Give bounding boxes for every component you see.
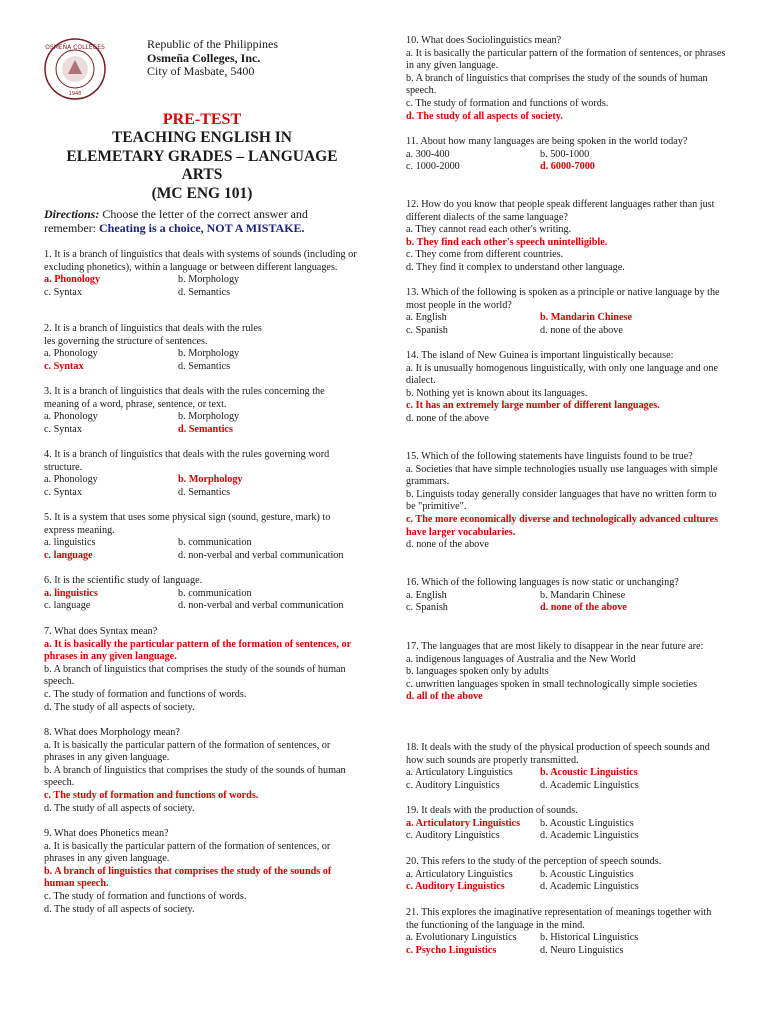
option-a: a. They cannot read each other's writing. [406,224,572,236]
option-c: c. Syntax [44,423,82,435]
question-16 [406,577,726,615]
option-a-answer: a. Phonology [44,274,101,286]
option-a-answer: a. linguistics [44,587,98,599]
option-a: a. Phonology [44,348,98,360]
question-10 [406,35,726,123]
title-line-2: ELEMETARY GRADES – LANGUAGE [66,147,338,165]
question-stem: 11. About how many languages are being spoken in the world today? [406,136,688,147]
option-a: a. 300-400 [406,148,450,160]
question-13 [406,287,726,337]
option-a: a. linguistics [44,537,96,549]
course-code: (MC ENG 101) [151,184,253,202]
option-c-answer: c. The more economically diverse and technologically advanced cultures have larger vocabularies. [406,513,719,538]
option-c: c. They come from different countries. [406,249,564,261]
question-stem: 3. It is a branch of linguistics that deals with the rules concerning the meaning of a word, phrase, sentence, or text. [44,386,325,410]
question-14 [406,350,726,426]
option-d: d. Semantics [178,486,231,498]
question-2 [44,323,360,373]
option-a: a. Articulatory Linguistics [406,767,513,779]
option-b: b. languages spoken only by adults [406,666,549,678]
option-d: d. none of the above [406,412,489,424]
option-d-answer: d. 6000-7000 [540,161,595,173]
option-a: a. Phonology [44,474,98,486]
question-1 [44,249,360,299]
option-c-answer: c. Psycho Linguistics [406,944,497,956]
option-a: a. Societies that have simple technologies usually use languages with simple grammars. [406,463,718,488]
option-b: b. Morphology [178,411,240,423]
question-20 [406,856,726,894]
option-b-answer: b. Morphology [178,474,243,486]
question-stem: 13. Which of the following is spoken as a principle or native language by the most people in the world? [406,287,720,311]
option-c: c. The study of formation and functions of words. [406,97,609,109]
question-stem: 8. What does Morphology mean? [44,727,180,738]
question-stem: 14. The island of New Guinea is important linguistically because: [406,350,674,361]
option-d: d. Academic Linguistics [540,830,639,842]
question-stem-cont: les governing the structure of sentences. [44,335,208,347]
question-stem: 17. The languages that are most likely to disappear in the near future are: [406,641,704,652]
question-12 [406,199,726,275]
question-15 [406,451,726,552]
option-a-answer: a. It is basically the particular pattern of the formation of sentences, or phrases in any given language. [44,638,351,663]
directions-label: Directions: [44,207,100,221]
option-c: c. Spanish [406,324,448,336]
option-b: b. Mandarin Chinese [540,589,626,601]
option-b: b. Nothing yet is known about its languages. [406,387,588,399]
option-c-answer: c. The study of formation and functions of words. [44,789,259,801]
option-b: b. Acoustic Linguistics [540,817,634,829]
question-stem: 12. How do you know that people speak different languages rather than just different dialects of the same language? [406,199,715,223]
option-c-answer: c. Syntax [44,360,84,372]
question-stem: 19. It deals with the production of sounds. [406,805,578,816]
option-b-answer: b. A branch of linguistics that comprises the study of the sounds of human speech. [44,865,332,890]
option-c: c. The study of formation and functions of words. [44,890,247,902]
option-d: d. Semantics [178,286,231,298]
option-d-answer: d. none of the above [540,602,627,614]
question-stem: 16. Which of the following languages is now static or unchanging? [406,577,679,588]
question-stem: 4. It is a branch of linguistics that deals with the rules governing word structure. [44,449,330,473]
option-a: a. It is basically the particular pattern of the formation of sentences, or phrases in any given language. [44,840,331,865]
pretest-label: PRE-TEST [162,111,242,128]
option-d: d. Academic Linguistics [540,881,639,893]
question-stem: 18. It deals with the study of the physical production of speech sounds and how such sounds are properly transmitted. [406,742,710,766]
question-stem: 5. It is a system that uses some physical sign (sound, gesture, mark) to express meaning. [44,512,331,536]
option-b: b. A branch of linguistics that comprises the study of the sounds of human speech. [44,764,346,789]
question-7 [44,626,360,714]
option-b-answer: b. Mandarin Chinese [540,312,632,324]
option-a: a. English [406,312,447,324]
svg-text:1948: 1948 [68,91,82,97]
question-stem: 21. This explores the imaginative representation of meanings together with the functioning of the language in the mind. [406,907,712,931]
question-11 [406,136,726,174]
option-c: c. Syntax [44,486,82,498]
option-b: b. Linguists today generally consider languages that have no written form to be "primitive". [406,488,717,513]
school-header [44,38,360,100]
option-d: d. Semantics [178,360,231,372]
question-stem: 9. What does Phonetics mean? [44,828,169,839]
option-a: a. Evolutionary Linguistics [406,932,517,944]
option-c: c. language [44,600,91,612]
option-d: d. The study of all aspects of society. [44,802,195,814]
title-line-1: TEACHING ENGLISH IN [111,129,292,146]
option-c-answer: c. Auditory Linguistics [406,881,505,893]
option-d: d. The study of all aspects of society. [44,903,195,915]
option-a: a. It is basically the particular pattern of the formation of sentences, or phrases in any given language. [44,739,331,764]
question-stem: 2. It is a branch of linguistics that deals with the rules [44,323,262,334]
option-d: d. non-verbal and verbal communication [178,600,344,612]
school-name: Osmeña Colleges, Inc. [147,50,261,65]
option-c: c. Syntax [44,286,82,298]
option-b: b. 500-1000 [540,148,590,160]
option-d: d. non-verbal and verbal communication [178,549,344,561]
option-c: c. The study of formation and functions of words. [44,688,247,700]
question-stem: 6. It is the scientific study of language. [44,575,203,586]
option-b: b. Acoustic Linguistics [540,868,634,880]
option-b: b. A branch of linguistics that comprises the study of the sounds of human speech. [44,663,346,688]
option-b: b. communication [178,587,252,599]
option-b-answer: b. Acoustic Linguistics [540,767,638,779]
option-d-answer: d. all of the above [406,691,483,703]
question-6 [44,575,360,613]
option-a: a. It is unusually homogenous linguistically, with only one language and one dialect. [406,362,718,387]
directions [44,207,360,235]
question-17 [406,641,726,704]
option-d: d. Neuro Linguistics [540,944,624,956]
option-b: b. A branch of linguistics that comprises the study of the sounds of human speech. [406,72,708,97]
question-9 [44,828,360,916]
option-c: c. unwritten languages spoken in small technologically simple societies [406,678,698,690]
option-a: a. Articulatory Linguistics [406,868,513,880]
option-c: c. 1000-2000 [406,161,460,173]
school-address: City of Masbate, 5400 [147,64,255,78]
option-b-answer: b. They find each other's speech unintelligible. [406,236,608,248]
option-d: d. none of the above [406,539,489,551]
cheating-warning: Cheating is a choice, NOT A MISTAKE. [98,221,305,235]
question-stem: 1. It is a branch of linguistics that deals with systems of sounds (including or excluding phonetics), within a language or between different languages. [44,249,357,273]
option-a: a. English [406,589,447,601]
option-b: b. communication [178,537,252,549]
option-a: a. indigenous languages of Australia and the New World [406,653,636,665]
question-4 [44,449,360,499]
option-d: d. They find it complex to understand other language. [406,261,625,273]
option-c: c. Spanish [406,602,448,614]
question-8 [44,727,360,815]
question-21 [406,907,726,957]
school-info [147,38,278,79]
option-c-answer: c. It has an extremely large number of different languages. [406,400,660,412]
title-line-3: ARTS [181,166,223,183]
option-c-answer: c. language [44,549,93,561]
option-b: b. Morphology [178,348,240,360]
question-18 [406,742,726,792]
option-d-answer: d. Semantics [178,423,233,435]
option-b: b. Morphology [178,274,240,286]
option-d: d. none of the above [540,324,623,336]
directions-text: Choose the letter of the correct answer and remember: [44,207,308,235]
question-5 [44,512,360,562]
svg-text:OSMEÑA COLLEGES: OSMEÑA COLLEGES [45,44,105,51]
option-d: d. Academic Linguistics [540,779,639,791]
option-b: b. Historical Linguistics [540,932,639,944]
question-stem: 10. What does Sociolinguistics mean? [406,35,562,46]
option-a: a. It is basically the particular pattern of the formation of sentences, or phrases in any given language. [406,47,726,72]
option-a-answer: a. Articulatory Linguistics [406,817,521,829]
republic-line: Republic of the Philippines [147,37,278,51]
school-seal-logo [44,38,106,100]
option-c: c. Auditory Linguistics [406,830,500,842]
option-d-answer: d. The study of all aspects of society. [406,110,563,122]
option-d: d. The study of all aspects of society. [44,701,195,713]
question-stem: 7. What does Syntax mean? [44,626,158,637]
option-c: c. Auditory Linguistics [406,779,500,791]
question-19 [406,805,726,843]
question-stem: 20. This refers to the study of the perception of speech sounds. [406,856,662,867]
option-a: a. Phonology [44,411,98,423]
question-3 [44,386,360,436]
test-title-block [44,110,360,203]
question-stem: 15. Which of the following statements have linguists found to be true? [406,451,693,462]
